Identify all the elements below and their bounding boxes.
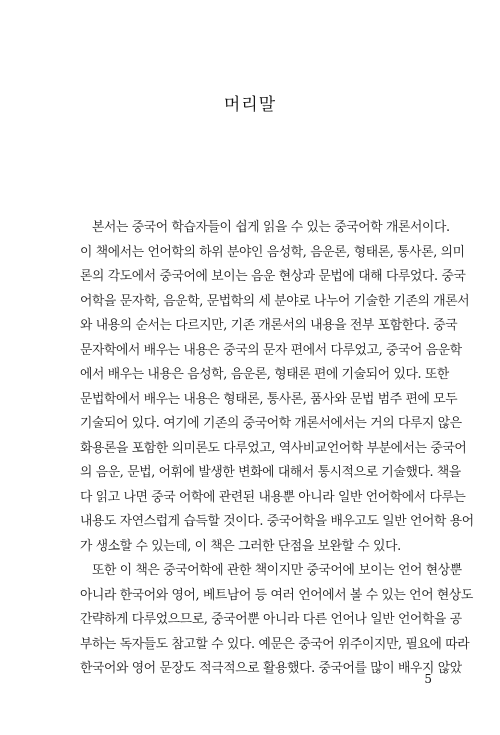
- text-line: 내용도 자연스럽게 습득할 것이다. 중국어학을 배우고도 일반 언어학 용어: [80, 514, 474, 529]
- text-line: 어학을 문자학, 음운학, 문법학의 세 분야로 나누어 기술한 기존의 개론서: [80, 293, 470, 309]
- body-text: [80, 216, 474, 682]
- text-line: 에서 배우는 내용은 음성학, 음운론, 형태론 편에 기술되어 있다. 또한: [80, 367, 449, 382]
- text-line: 간략하게 다루었으므로, 중국어뿐 아니라 다른 언어나 일반 언어학을 공: [80, 612, 462, 627]
- text-line: 론의 각도에서 중국어에 보이는 음운 현상과 문법에 대해 다루었다. 중국: [80, 269, 466, 284]
- text-line: 본서는 중국어 학습자들이 쉽게 읽을 수 있는 중국어학 개론서이다.: [92, 220, 450, 235]
- text-line: 화용론을 포함한 의미론도 다루었고, 역사비교언어학 부분에서는 중국어: [80, 440, 467, 456]
- text-line: 이 책에서는 언어학의 하위 분야인 음성학, 음운론, 형태론, 통사론, 의미: [80, 244, 465, 260]
- text-line: 의 음운, 문법, 어휘에 발생한 변화에 대해서 통시적으로 기술했다. 책을: [80, 465, 461, 480]
- text-line: 한국어와 영어 문장도 적극적으로 활용했다. 중국어를 많이 배우지 않았: [80, 661, 462, 676]
- text-line: 아니라 한국어와 영어, 베트남어 등 여러 언어에서 볼 수 있는 언어 현상도: [80, 587, 473, 603]
- page-number: 5: [424, 672, 432, 686]
- text-line: 와 내용의 순서는 다르지만, 기존 개론서의 내용을 전부 포함한다. 중국: [80, 318, 458, 333]
- page-title: 머리말: [223, 95, 277, 115]
- text-line: 또한 이 책은 중국어학에 관한 책이지만 중국어에 보이는 언어 현상뿐: [92, 563, 462, 578]
- text-line: 부하는 독자들도 참고할 수 있다. 예문은 중국어 위주이지만, 필요에 따라: [80, 636, 470, 652]
- text-line: 다 읽고 나면 중국 어학에 관련된 내용뿐 아니라 일반 언어학에서 다루는: [80, 489, 466, 505]
- text-line: 가 생소할 수 있는데, 이 책은 그러한 단점을 보완할 수 있다.: [80, 538, 401, 554]
- text-line: 문법학에서 배우는 내용은 형태론, 통사론, 품사와 문법 범주 편에 모두: [80, 391, 458, 407]
- text-line: 기술되어 있다. 여기에 기존의 중국어학 개론서에서는 거의 다루지 않은: [80, 416, 462, 431]
- text-line: 문자학에서 배우는 내용은 중국의 문자 편에서 다루었고, 중국어 음운학: [80, 342, 462, 358]
